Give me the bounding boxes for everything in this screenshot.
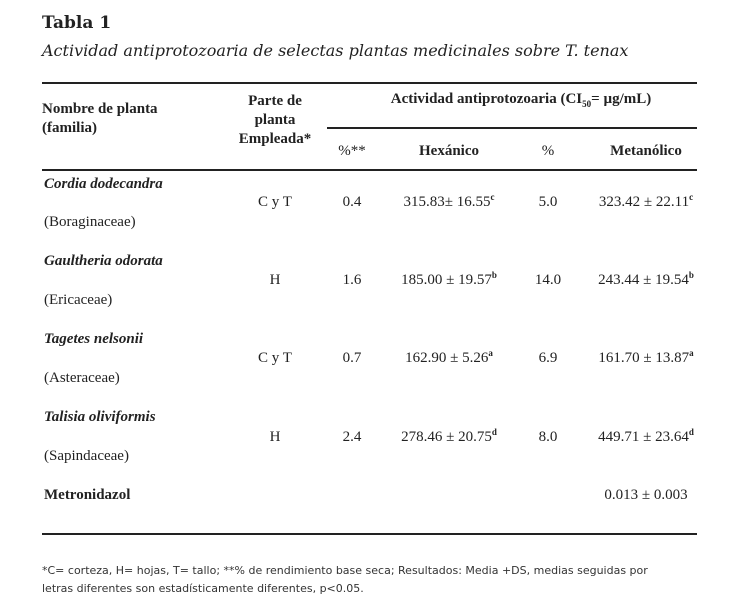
yield-methanolic: 6.9 <box>538 350 558 366</box>
plant-part: C y T <box>258 194 292 210</box>
plant-family: (Sapindaceae) <box>44 448 129 464</box>
header-activity: Actividad antiprotozoaria $(CI_{50}= \mu g/mL)$ <box>390 91 652 109</box>
table-top-rule <box>42 82 697 84</box>
plant-name: Gaultheria odorata <box>44 253 163 269</box>
plant-family: (Asteraceae) <box>44 370 120 386</box>
header-plant-part: Parte de planta Empleada* <box>238 93 312 147</box>
plant-name: Talisia oliviformis <box>44 409 156 425</box>
table-bottom-rule <box>42 533 697 535</box>
methanolic-value: 449.71 ± 23.64$^d$ <box>598 427 694 445</box>
yield-methanolic: 8.0 <box>538 429 558 445</box>
yield-hexanic: 0.4 <box>342 194 362 210</box>
yield-hexanic: 2.4 <box>342 429 362 445</box>
header-hexanic: Hexánico <box>419 143 479 159</box>
plant-family: (Ericaceae) <box>44 292 113 308</box>
methanolic-value: 323.42 ± 22.11$^c$ <box>598 192 694 210</box>
hexanic-value: 185.00 ± 19.57$^b$ <box>401 270 497 288</box>
yield-hexanic: 0.7 <box>342 350 362 366</box>
hexanic-value: 162.90 ± 5.26$^a$ <box>405 348 493 366</box>
header-plant-name: Nombre de planta (familia) <box>42 101 158 136</box>
header-yield-methanolic: % <box>541 143 555 159</box>
header-methanolic: Metanólico <box>610 143 682 159</box>
plant-name: Tagetes nelsonii <box>44 331 144 347</box>
yield-methanolic: 5.0 <box>538 194 558 210</box>
plant-family: (Boraginaceae) <box>44 214 136 230</box>
header-sub-rule <box>327 127 697 129</box>
table-number: Tabla 1 <box>42 13 112 33</box>
hexanic-value: 315.83± 16.55$^c$ <box>403 192 495 210</box>
table-title: Actividad antiprotozoaria de selectas plantas medicinales sobre T. tenax <box>42 41 629 60</box>
header-yield-hexanic: %** <box>338 143 366 159</box>
header-bottom-rule <box>42 169 697 171</box>
reference-value: 0.013 ± 0.003 <box>604 487 688 503</box>
hexanic-value: 278.46 ± 20.75$^d$ <box>401 427 497 445</box>
yield-hexanic: 1.6 <box>342 272 362 288</box>
yield-methanolic: 14.0 <box>534 272 562 288</box>
table-footnote: *C= corteza, H= hojas, T= tallo; **% de rendimiento base seca; Resultados: Media +DS, medias seguidas por letras diferentes son estadísticamente diferentes, p<0.05. <box>42 564 648 595</box>
methanolic-value: 243.44 ± 19.54$^b$ <box>598 270 694 288</box>
methanolic-value: 161.70 ± 13.87$^a$ <box>598 348 694 366</box>
plant-name: Cordia dodecandra <box>44 176 163 192</box>
reference-name: Metronidazol <box>44 487 131 503</box>
plant-part: H <box>269 429 281 445</box>
plant-part: H <box>269 272 281 288</box>
plant-part: C y T <box>258 350 292 366</box>
